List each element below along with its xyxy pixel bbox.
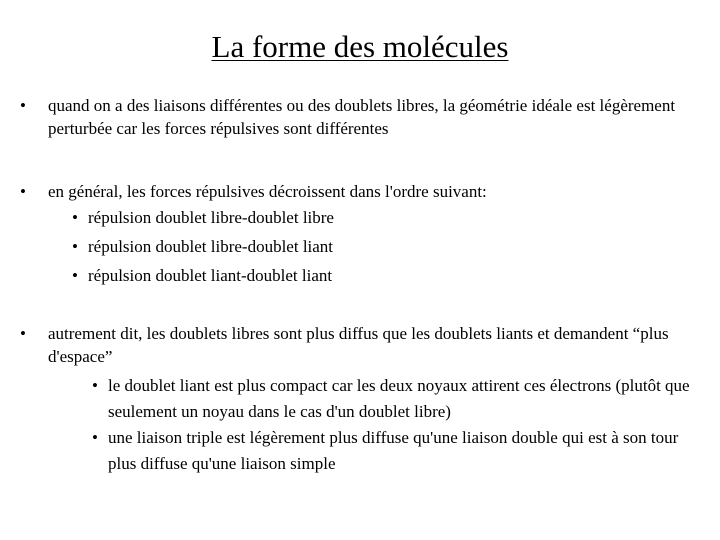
sub-bullet-item bbox=[92, 425, 692, 477]
sub-bullet-text: répulsion doublet libre-doublet libre bbox=[88, 208, 334, 227]
bullet-dot: • bbox=[20, 96, 26, 115]
sub-bullet-list bbox=[72, 203, 632, 290]
bullet-text: en général, les forces répulsives décroissent dans l'ordre suivant: bbox=[48, 182, 487, 201]
sub-bullet-text: une liaison triple est légèrement plus diffuse qu'une liaison double qui est à son tour plus diffuse qu'une liaison simple bbox=[108, 428, 679, 473]
bullet-text: quand on a des liaisons différentes ou des doublets libres, la géométrie idéale est légèrement perturbée car les forces répulsives sont différentes bbox=[48, 96, 676, 138]
bullet-dot: • bbox=[20, 324, 26, 343]
sub-bullet-text: répulsion doublet libre-doublet liant bbox=[88, 237, 334, 256]
sub-bullet-dot: • bbox=[72, 266, 78, 285]
sub-bullet-list bbox=[92, 373, 692, 477]
sub-bullet-text: répulsion doublet liant-doublet liant bbox=[88, 266, 333, 285]
sub-bullet-item bbox=[72, 261, 632, 290]
sub-bullet-dot: • bbox=[92, 428, 98, 447]
sub-bullet-text: le doublet liant est plus compact car les deux noyaux attirent ces électrons (plutôt que seulement un noyau dans le cas d'un doublet libre) bbox=[108, 376, 690, 421]
sub-bullet-dot: • bbox=[72, 237, 78, 256]
sub-bullet-item bbox=[92, 373, 692, 425]
bullet-dot: • bbox=[20, 182, 26, 201]
sub-bullet-item bbox=[72, 232, 632, 261]
bullet-text: autrement dit, les doublets libres sont plus diffus que les doublets liants et demandent “plus d'espace” bbox=[48, 324, 669, 366]
sub-bullet-dot: • bbox=[92, 376, 98, 395]
sub-bullet-dot: • bbox=[72, 208, 78, 227]
sub-bullet-item bbox=[72, 203, 632, 232]
slide-title: La forme des molécules bbox=[211, 29, 509, 64]
